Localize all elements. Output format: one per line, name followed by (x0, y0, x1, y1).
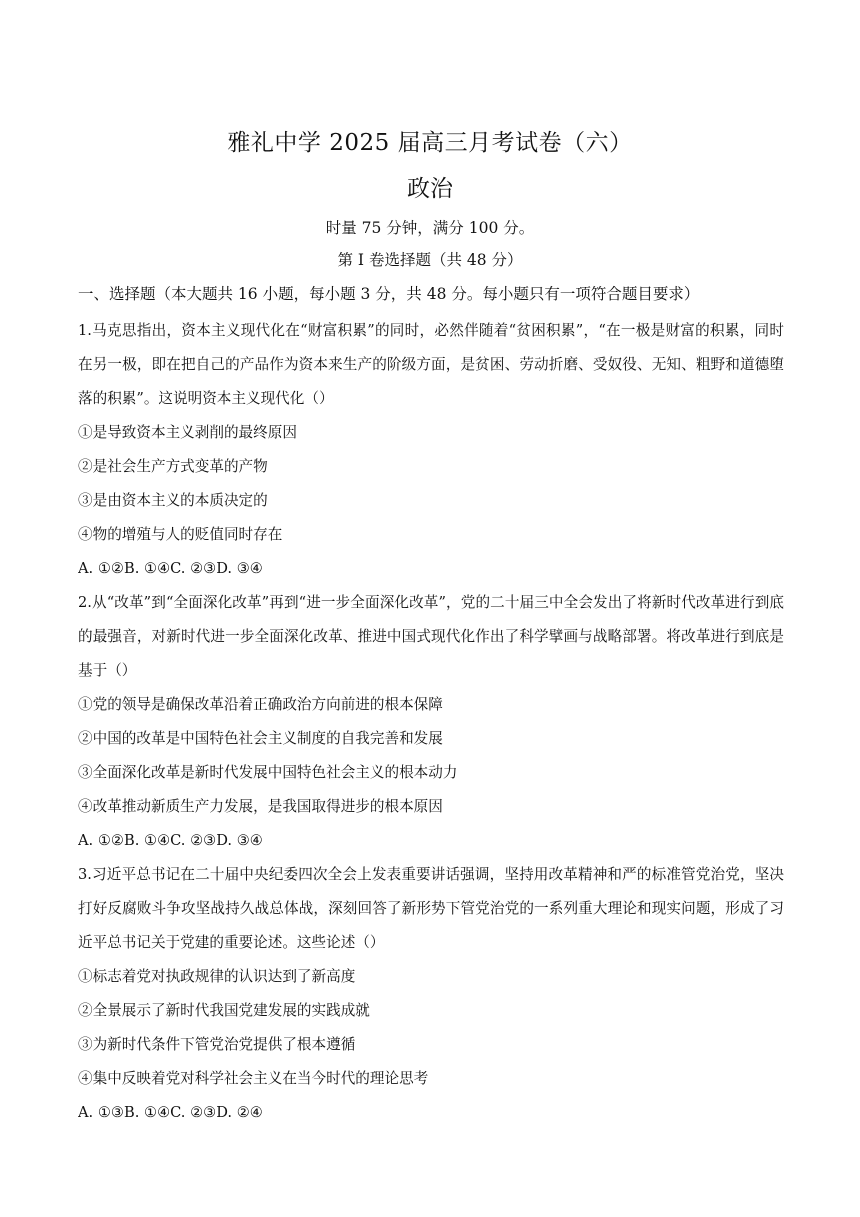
answer-choices: A. ①③B. ①④C. ②③D. ②④ (78, 1104, 263, 1121)
option-item: ②中国的改革是中国特色社会主义制度的自我完善和发展 (78, 730, 443, 747)
questions (78, 314, 784, 1130)
section-heading: 一、选择题（本大题共 16 小题，每小题 3 分，共 48 分。每小题只有一项符合题目要求） (78, 285, 700, 303)
option-item: ④物的增殖与人的贬值同时存在 (78, 526, 283, 543)
option-item: ④改革推动新质生产力发展，是我国取得进步的根本原因 (78, 798, 443, 815)
answer-choices: A. ①②B. ①④C. ②③D. ③④ (78, 560, 263, 577)
exam-meta: 时量 75 分钟，满分 100 分。 (325, 219, 535, 237)
question-stem: 3.习近平总书记在二十届中央纪委四次全会上发表重要讲话强调，坚持用改革精神和严的标准管党治党，坚决打好反腐败斗争攻坚战持久战总体战，深刻回答了新形势下管党治党的一系列重大理论和现实问题，形成了习近平总书记关于党建的重要论述。这些论述（） (78, 866, 784, 951)
option-item: ④集中反映着党对科学社会主义在当今时代的理论思考 (78, 1070, 429, 1087)
option-item: ②是社会生产方式变革的产物 (78, 458, 268, 475)
option-item: ①是导致资本主义剥削的最终原因 (78, 424, 297, 441)
option-item: ①标志着党对执政规律的认识达到了新高度 (78, 968, 356, 985)
subject-title: 政治 (407, 176, 453, 202)
question-3 (78, 858, 784, 1130)
exam-title: 雅礼中学 2025 届高三月考试卷（六） (227, 130, 633, 156)
option-item: ①党的领导是确保改革沿着正确政治方向前进的根本保障 (78, 696, 443, 713)
option-item: ③全面深化改革是新时代发展中国特色社会主义的根本动力 (78, 764, 458, 781)
option-item: ③为新时代条件下管党治党提供了根本遵循 (78, 1036, 356, 1053)
option-item: ③是由资本主义的本质决定的 (78, 492, 268, 509)
option-item: ②全景展示了新时代我国党建发展的实践成就 (78, 1002, 370, 1019)
question-stem: 1.马克思指出，资本主义现代化在“财富积累”的同时，必然伴随着“贫困积累”，“在一极是财富的积累，同时在另一极，即在把自己的产品作为资本来生产的阶级方面，是贫困、劳动折磨、受奴役、无知、粗野和道德堕落的积累”。这说明资本主义现代化（） (78, 322, 784, 407)
question-stem: 2.从“改革”到“全面深化改革”再到“进一步全面深化改革”，党的二十届三中全会发出了将新时代改革进行到底的最强音，对新时代进一步全面深化改革、推进中国式现代化作出了科学擘画与战略部署。将改革进行到底是基于（） (78, 594, 784, 679)
question-2 (78, 586, 784, 858)
question-1 (78, 314, 784, 586)
part-heading: 第 I 卷选择题（共 48 分） (337, 251, 523, 269)
answer-choices: A. ①②B. ①④C. ②③D. ③④ (78, 832, 263, 849)
